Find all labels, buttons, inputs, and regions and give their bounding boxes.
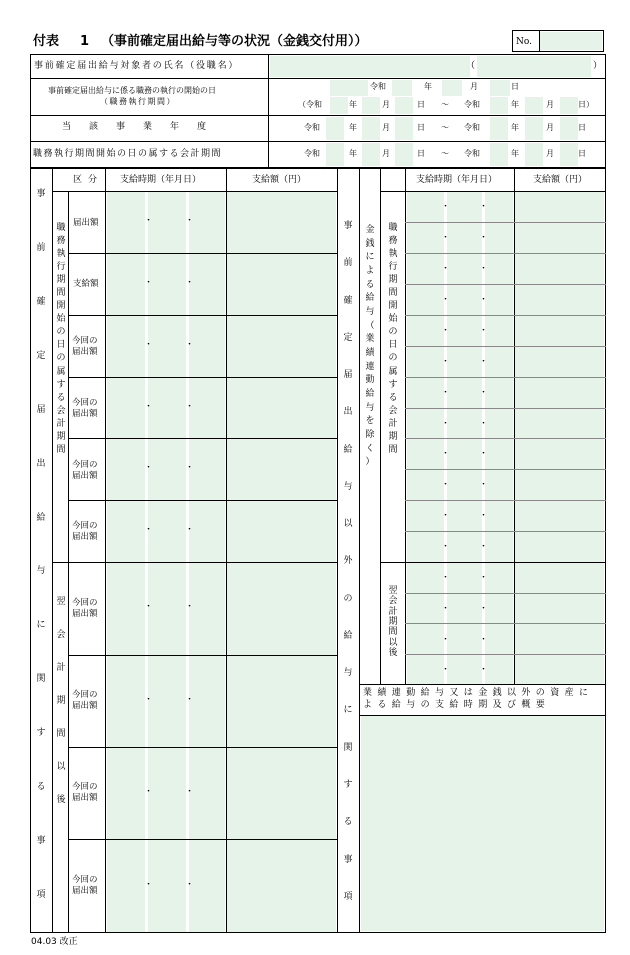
left-amount-header: 支給額（円）: [252, 175, 307, 185]
left-date-header: 支給時期（年月日）: [120, 175, 202, 185]
row-label-todokede: 届出額: [73, 218, 99, 228]
row-label: 今回の届出額: [72, 598, 98, 619]
non-cash-note-area[interactable]: [361, 716, 604, 931]
page-title: （事前確定届出給与等の状況（金銭交付用））: [101, 34, 368, 49]
row-label: 今回の届出額: [72, 875, 98, 896]
left-outer-label: 事 前 確 定 届 出 給 与 に 関 す る 事 項: [36, 189, 46, 900]
exec-period-fill[interactable]: [330, 97, 348, 114]
right-amount-header: 支給額（円）: [533, 175, 588, 185]
row-label-shikyu: 支給額: [73, 279, 99, 289]
revision-note: 04.03 改正: [31, 937, 78, 947]
kubun-header: 区分: [73, 175, 104, 185]
title-input[interactable]: [477, 56, 591, 77]
row-label: 今回の届出額: [72, 460, 98, 481]
exec-start-label: 事前確定届出給与に係る職務の執行の開始の日: [48, 86, 216, 95]
right-outer-label: 事 前 確 定 届 出 給 与 以 外 の 給 与 に 関 す る 事 項: [343, 221, 353, 902]
right-group2-label: 翌 会 計 期 間 以 後: [388, 586, 398, 659]
no-label: No.: [516, 37, 532, 47]
left-group2-label: 翌 会 計 期 間 以 後: [56, 597, 66, 805]
fiscal-year-fill[interactable]: [326, 117, 344, 140]
left-group1-label: 職 務 執 行 期 間 開 始 の 日 の 属 す る 会 計 期 間: [56, 223, 66, 455]
accounting-period-fill[interactable]: [326, 143, 344, 166]
row-label: 今回の届出額: [72, 398, 98, 419]
start-date-fill[interactable]: [330, 80, 368, 96]
no-input[interactable]: [540, 32, 602, 50]
right-group1-label: 職 務 執 行 期 間 開 始 の 日 の 属 す る 会 計 期 間: [388, 223, 398, 455]
row-label: 今回の届出額: [72, 521, 98, 542]
title-prefix: 付表: [33, 34, 60, 49]
accounting-period-label: 職務執行期間開始の日の属する会計期間: [33, 149, 223, 159]
row-label: 今回の届出額: [72, 690, 98, 711]
row-label: 今回の届出額: [72, 782, 98, 803]
non-cash-note-label: 業績連動給与又は金銭以外の資産による給与の支給時期及び概要: [363, 688, 594, 710]
fiscal-year-label: 当該事業年度: [62, 122, 225, 132]
title-number: 1: [80, 34, 90, 49]
right-inner-label: 金 銭 に よ る 給 与 （ 業 績 連 動 給 与 を 除 く ）: [365, 225, 375, 468]
right-date-header: 支給時期（年月日）: [416, 175, 498, 185]
recipient-name-label: 事前確定届出給与対象者の氏名（役職名）: [34, 61, 240, 71]
name-input[interactable]: [270, 56, 470, 77]
row-label: 今回の届出額: [72, 336, 98, 357]
